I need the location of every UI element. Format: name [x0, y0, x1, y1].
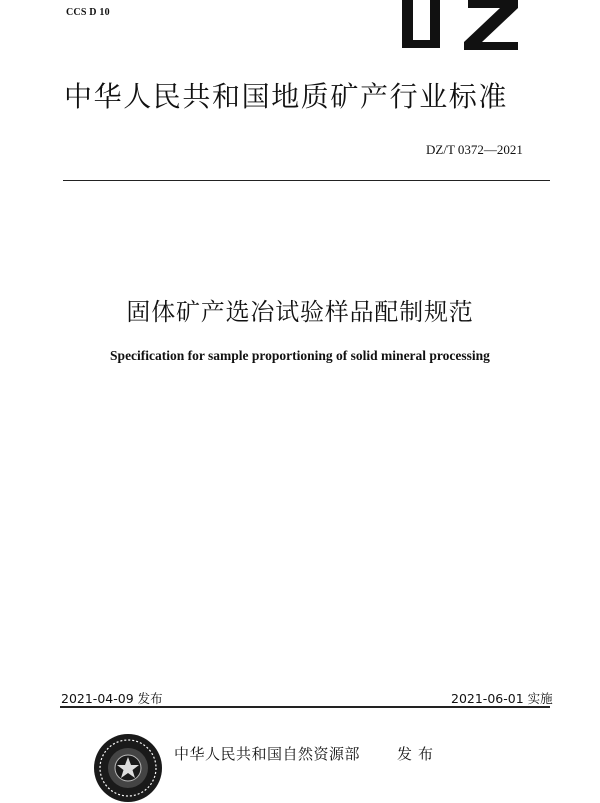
- ccs-code: CCS D 10: [66, 7, 110, 18]
- document-title-en: Specification for sample proportioning of solid mineral processing: [110, 348, 490, 363]
- document-title-cn: 固体矿产选冶试验样品配制规范: [126, 298, 474, 326]
- org-title: 中华人民共和国地质矿产行业标准: [64, 80, 509, 113]
- implementation-date: 2021-06-01 实施: [451, 691, 553, 706]
- publisher-name: 中华人民共和国自然资源部: [174, 745, 361, 763]
- header-divider: [63, 180, 550, 181]
- national-emblem-seal-icon: [93, 733, 163, 803]
- standard-number: DZ/T 0372—2021: [426, 142, 523, 157]
- issue-date: 2021-04-09 发布: [61, 691, 163, 706]
- dz-logo: [400, 0, 550, 52]
- footer-divider: [60, 706, 550, 708]
- publish-label: 发布: [397, 745, 440, 763]
